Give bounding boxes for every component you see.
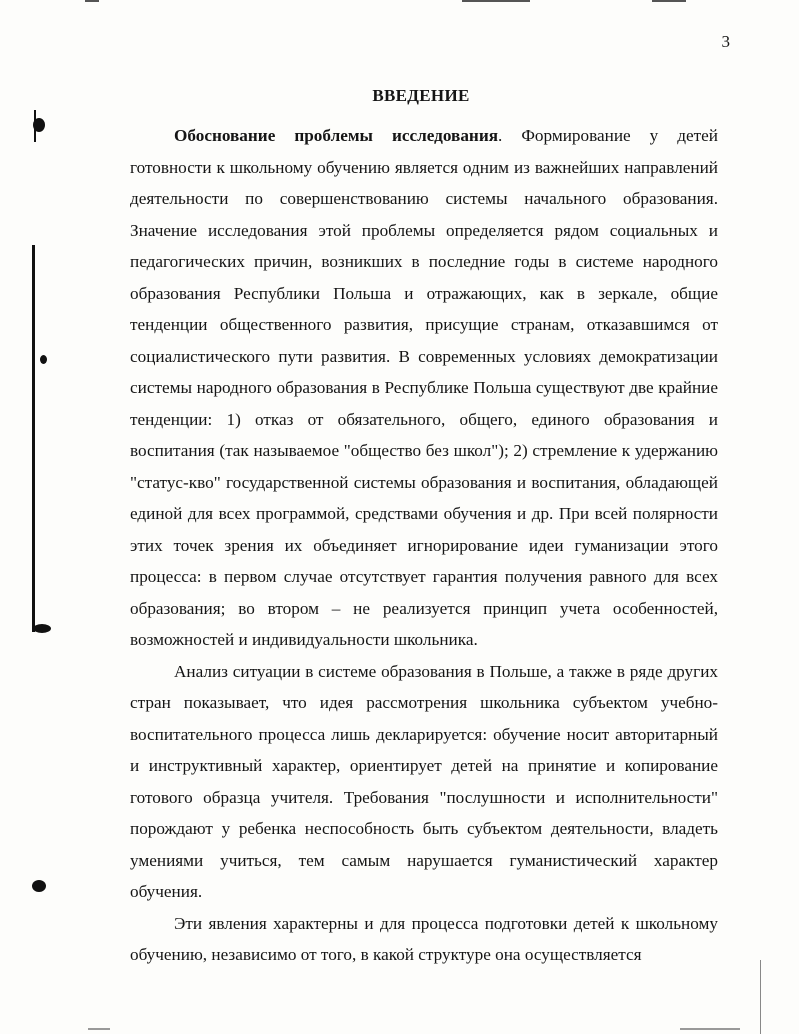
scan-line (34, 110, 36, 142)
scan-edge-mark (88, 1028, 110, 1030)
page-number: 3 (721, 32, 730, 51)
paragraph-analysis: Анализ ситуации в системе образования в Польше, а также в ряде других стран показывает, что идея рассмотрения школьника субъектом учебно-воспитательного процесса лишь декларируется: обучение носит авторитарный и инструктивный характер, ориентирует детей на принятие и копирование готового образца учителя. Требования "послушности и исполнительности" порождают у ребенка неспособность быть субъектом деятельности, владеть умениями учиться, тем самым нарушается гуманистический характер обучения. (130, 661, 718, 901)
scan-blot (33, 624, 51, 633)
scan-edge-mark (85, 0, 99, 2)
body-text (130, 120, 718, 971)
scan-edge-mark (652, 0, 686, 2)
paragraph-text: . Формирование у детей готовности к школьному обучению является одним из важнейших направлений деятельности по совершенствованию системы начального образования. Значение исследования этой проблемы определяется рядом социальных и педагогических причин, возникших в последние годы в системе народного образования Республики Польша и отражающих, как в зеркале, общие тенденции общественного развития, присущие странам, отказавшимся от социалистического пути развития. В современных условиях демократизации системы народного образования в Республике Польша существуют две крайние тенденции: 1) отказ от обязательного, общего, единого образования и воспитания (так называемое "общество без школ"); 2) стремление к удержанию "статус-кво" государственной системы образования и воспитания, обладающей единой для всех программой, средствами обучения и др. При всей полярности этих точек зрения их объединяет игнорирование идеи гуманизации этого процесса: в первом случае отсутствует гарантия получения равного для всех образования; во втором – не реализуется принцип учета особенностей, возможностей и индивидуальности школьника. (130, 126, 718, 649)
scan-edge-mark (680, 1028, 740, 1030)
scan-blot (40, 355, 47, 364)
scan-right-edge (760, 960, 761, 1034)
paragraph-preparation: Эти явления характерны и для процесса подготовки детей к школьному обучению, независимо от того, в какой структуре она осуществляется (130, 913, 718, 964)
paragraph-justification (130, 120, 718, 656)
section-heading: ВВЕДЕНИЕ (372, 86, 470, 105)
paragraph-lead: Обоснование проблемы исследования (174, 126, 499, 145)
scan-binding-bar (32, 245, 35, 632)
scan-edge-mark (462, 0, 530, 2)
scan-blot (32, 880, 46, 892)
